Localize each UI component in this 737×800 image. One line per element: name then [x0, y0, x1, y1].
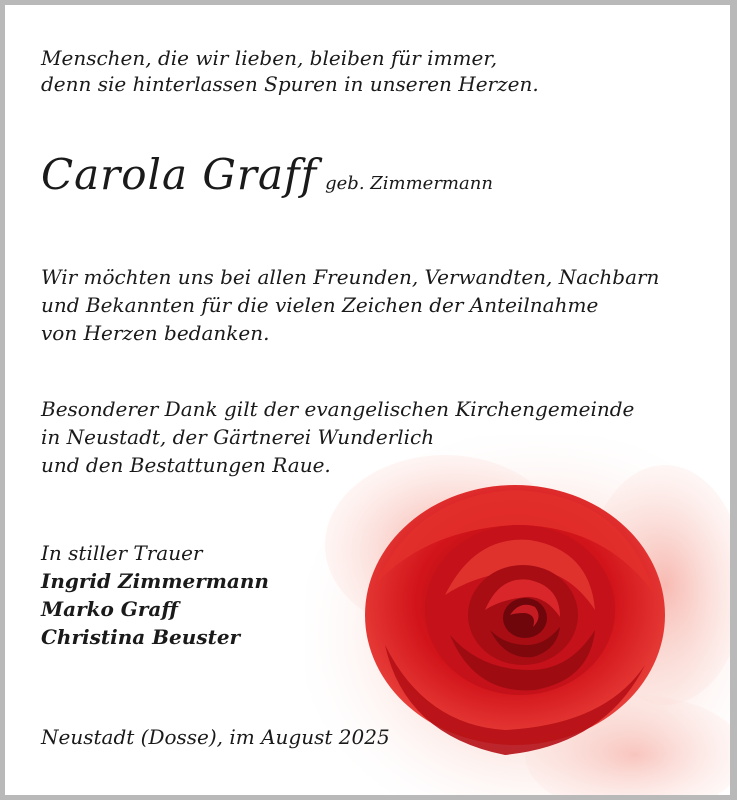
- thanks-line: Wir möchten uns bei allen Freunden, Verwandten, Nachbarn: [41, 265, 660, 289]
- thanks-line: von Herzen bedanken.: [41, 321, 270, 345]
- mourner-name: Marko Graff: [41, 597, 178, 621]
- mourners-block: [41, 539, 269, 651]
- thanks-paragraph: [41, 263, 659, 347]
- special-thanks-line: Besonderer Dank gilt der evangelischen Kirchengemeinde: [41, 397, 635, 421]
- motto-line: denn sie hinterlassen Spuren in unseren Herzen.: [41, 72, 539, 96]
- thanks-line: und Bekannten für die vielen Zeichen der Anteilnahme: [41, 293, 599, 317]
- special-thanks-paragraph: [41, 395, 634, 479]
- special-thanks-line: und den Bestattungen Raue.: [41, 453, 331, 477]
- deceased-name: Carola Graff: [41, 150, 318, 199]
- obituary-card: [5, 5, 730, 795]
- birth-name: geb. Zimmermann: [325, 173, 493, 194]
- mourners-heading: In stiller Trauer: [41, 541, 203, 565]
- special-thanks-line: in Neustadt, der Gärtnerei Wunderlich: [41, 425, 435, 449]
- mourner-name: Christina Beuster: [41, 625, 241, 649]
- motto-quote: [41, 45, 539, 97]
- mourner-name: Ingrid Zimmermann: [41, 569, 269, 593]
- place-and-date: Neustadt (Dosse), im August 2025: [41, 725, 390, 749]
- motto-line: Menschen, die wir lieben, bleiben für immer,: [41, 46, 498, 70]
- deceased-name-row: [41, 147, 493, 203]
